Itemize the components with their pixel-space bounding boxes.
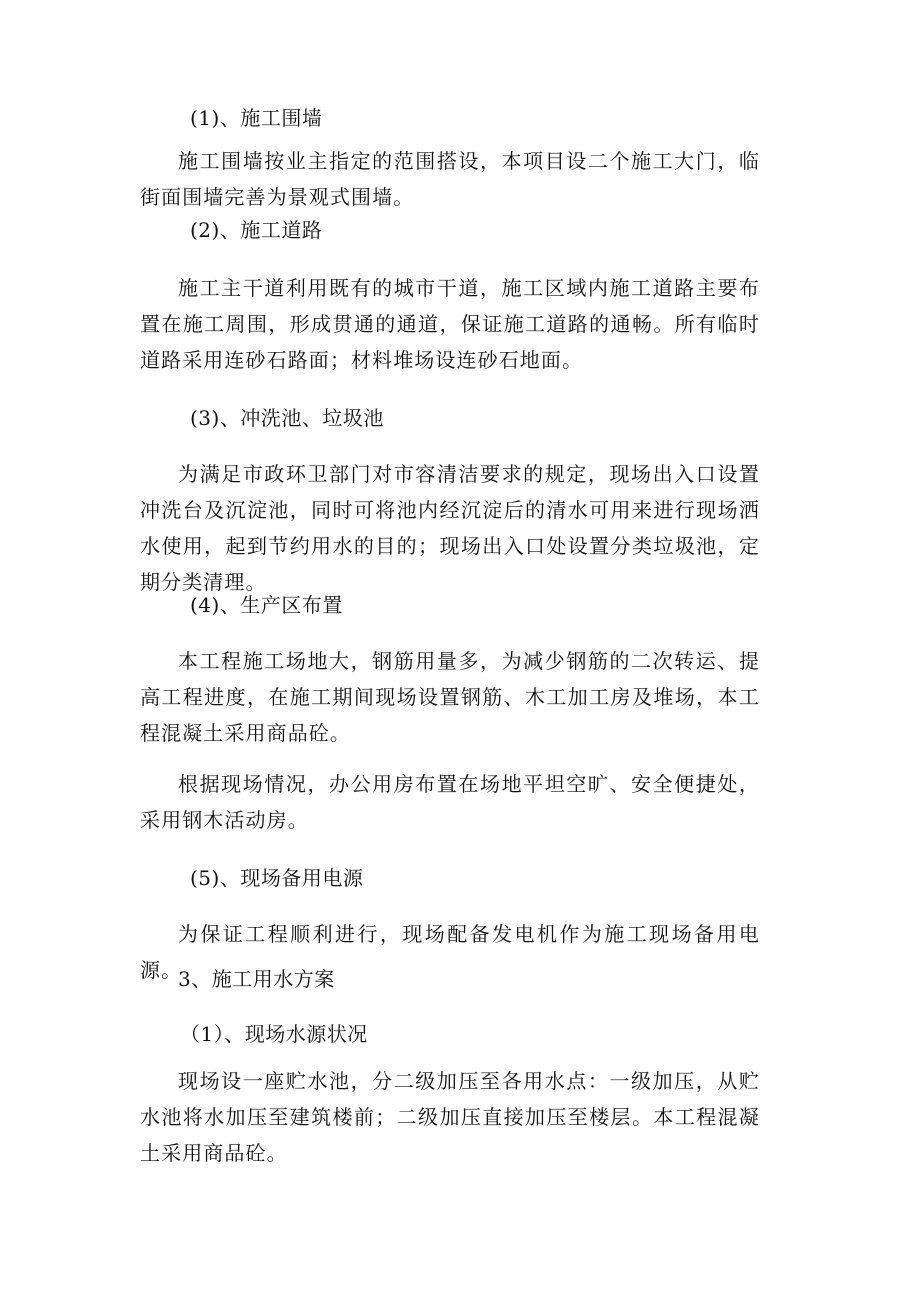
paragraph-construction-road [0, 270, 920, 378]
paragraph-text: 现场设一座贮水池，分二级加压至各用水点：一级加压，从贮水池将水加压至建筑楼前；二级加压直接加压至楼层。本工程混凝土采用商品砼。 [140, 1069, 760, 1165]
section-heading-water-plan: 3、施工用水方案 [178, 967, 335, 991]
paragraph-text: 本工程施工场地大，钢筋用量多，为减少钢筋的二次转运、提高工程进度，在施工期间现场设置钢筋、木工加工房及堆场，本工程混凝土采用商品砼。 [140, 649, 760, 745]
paragraph-text: 为保证工程顺利进行，现场配备发电机作为施工现场备用电源。 [140, 922, 760, 982]
paragraph-office-housing [0, 766, 920, 838]
section-heading-production-area: (4)、生产区布置 [190, 593, 343, 617]
section-heading-construction-road: (2)、施工道路 [190, 218, 323, 242]
section-heading-wash-garbage-pool: (3)、冲洗池、垃圾池 [190, 406, 384, 430]
paragraph-construction-wall [0, 143, 920, 215]
paragraph-text: 根据现场情况，办公用房布置在场地平坦空旷、安全便捷处，采用钢木活动房。 [140, 772, 760, 832]
paragraph-text: 为满足市政环卫部门对市容清洁要求的规定，现场出入口设置冲洗台及沉淀池，同时可将池内经沉淀后的清水可用来进行现场洒水使用，起到节约用水的目的；现场出入口处设置分类垃圾池，定期分类清理。 [140, 462, 760, 594]
paragraph-wash-garbage-pool [0, 456, 920, 600]
paragraph-text: 施工主干道利用既有的城市干道，施工区域内施工道路主要布置在施工周围，形成贯通的通道，保证施工道路的通畅。所有临时道路采用连砂石路面；材料堆场设连砂石地面。 [140, 276, 760, 372]
paragraph-text: 施工围墙按业主指定的范围搭设，本项目设二个施工大门，临街面围墙完善为景观式围墙。 [140, 149, 760, 209]
section-heading-backup-power: (5)、现场备用电源 [190, 866, 364, 890]
paragraph-water-source [0, 1063, 920, 1171]
section-heading-water-source: （1）、现场水源状况 [180, 1022, 368, 1046]
section-heading-construction-wall: (1)、施工围墙 [190, 106, 323, 130]
paragraph-production-area [0, 643, 920, 751]
